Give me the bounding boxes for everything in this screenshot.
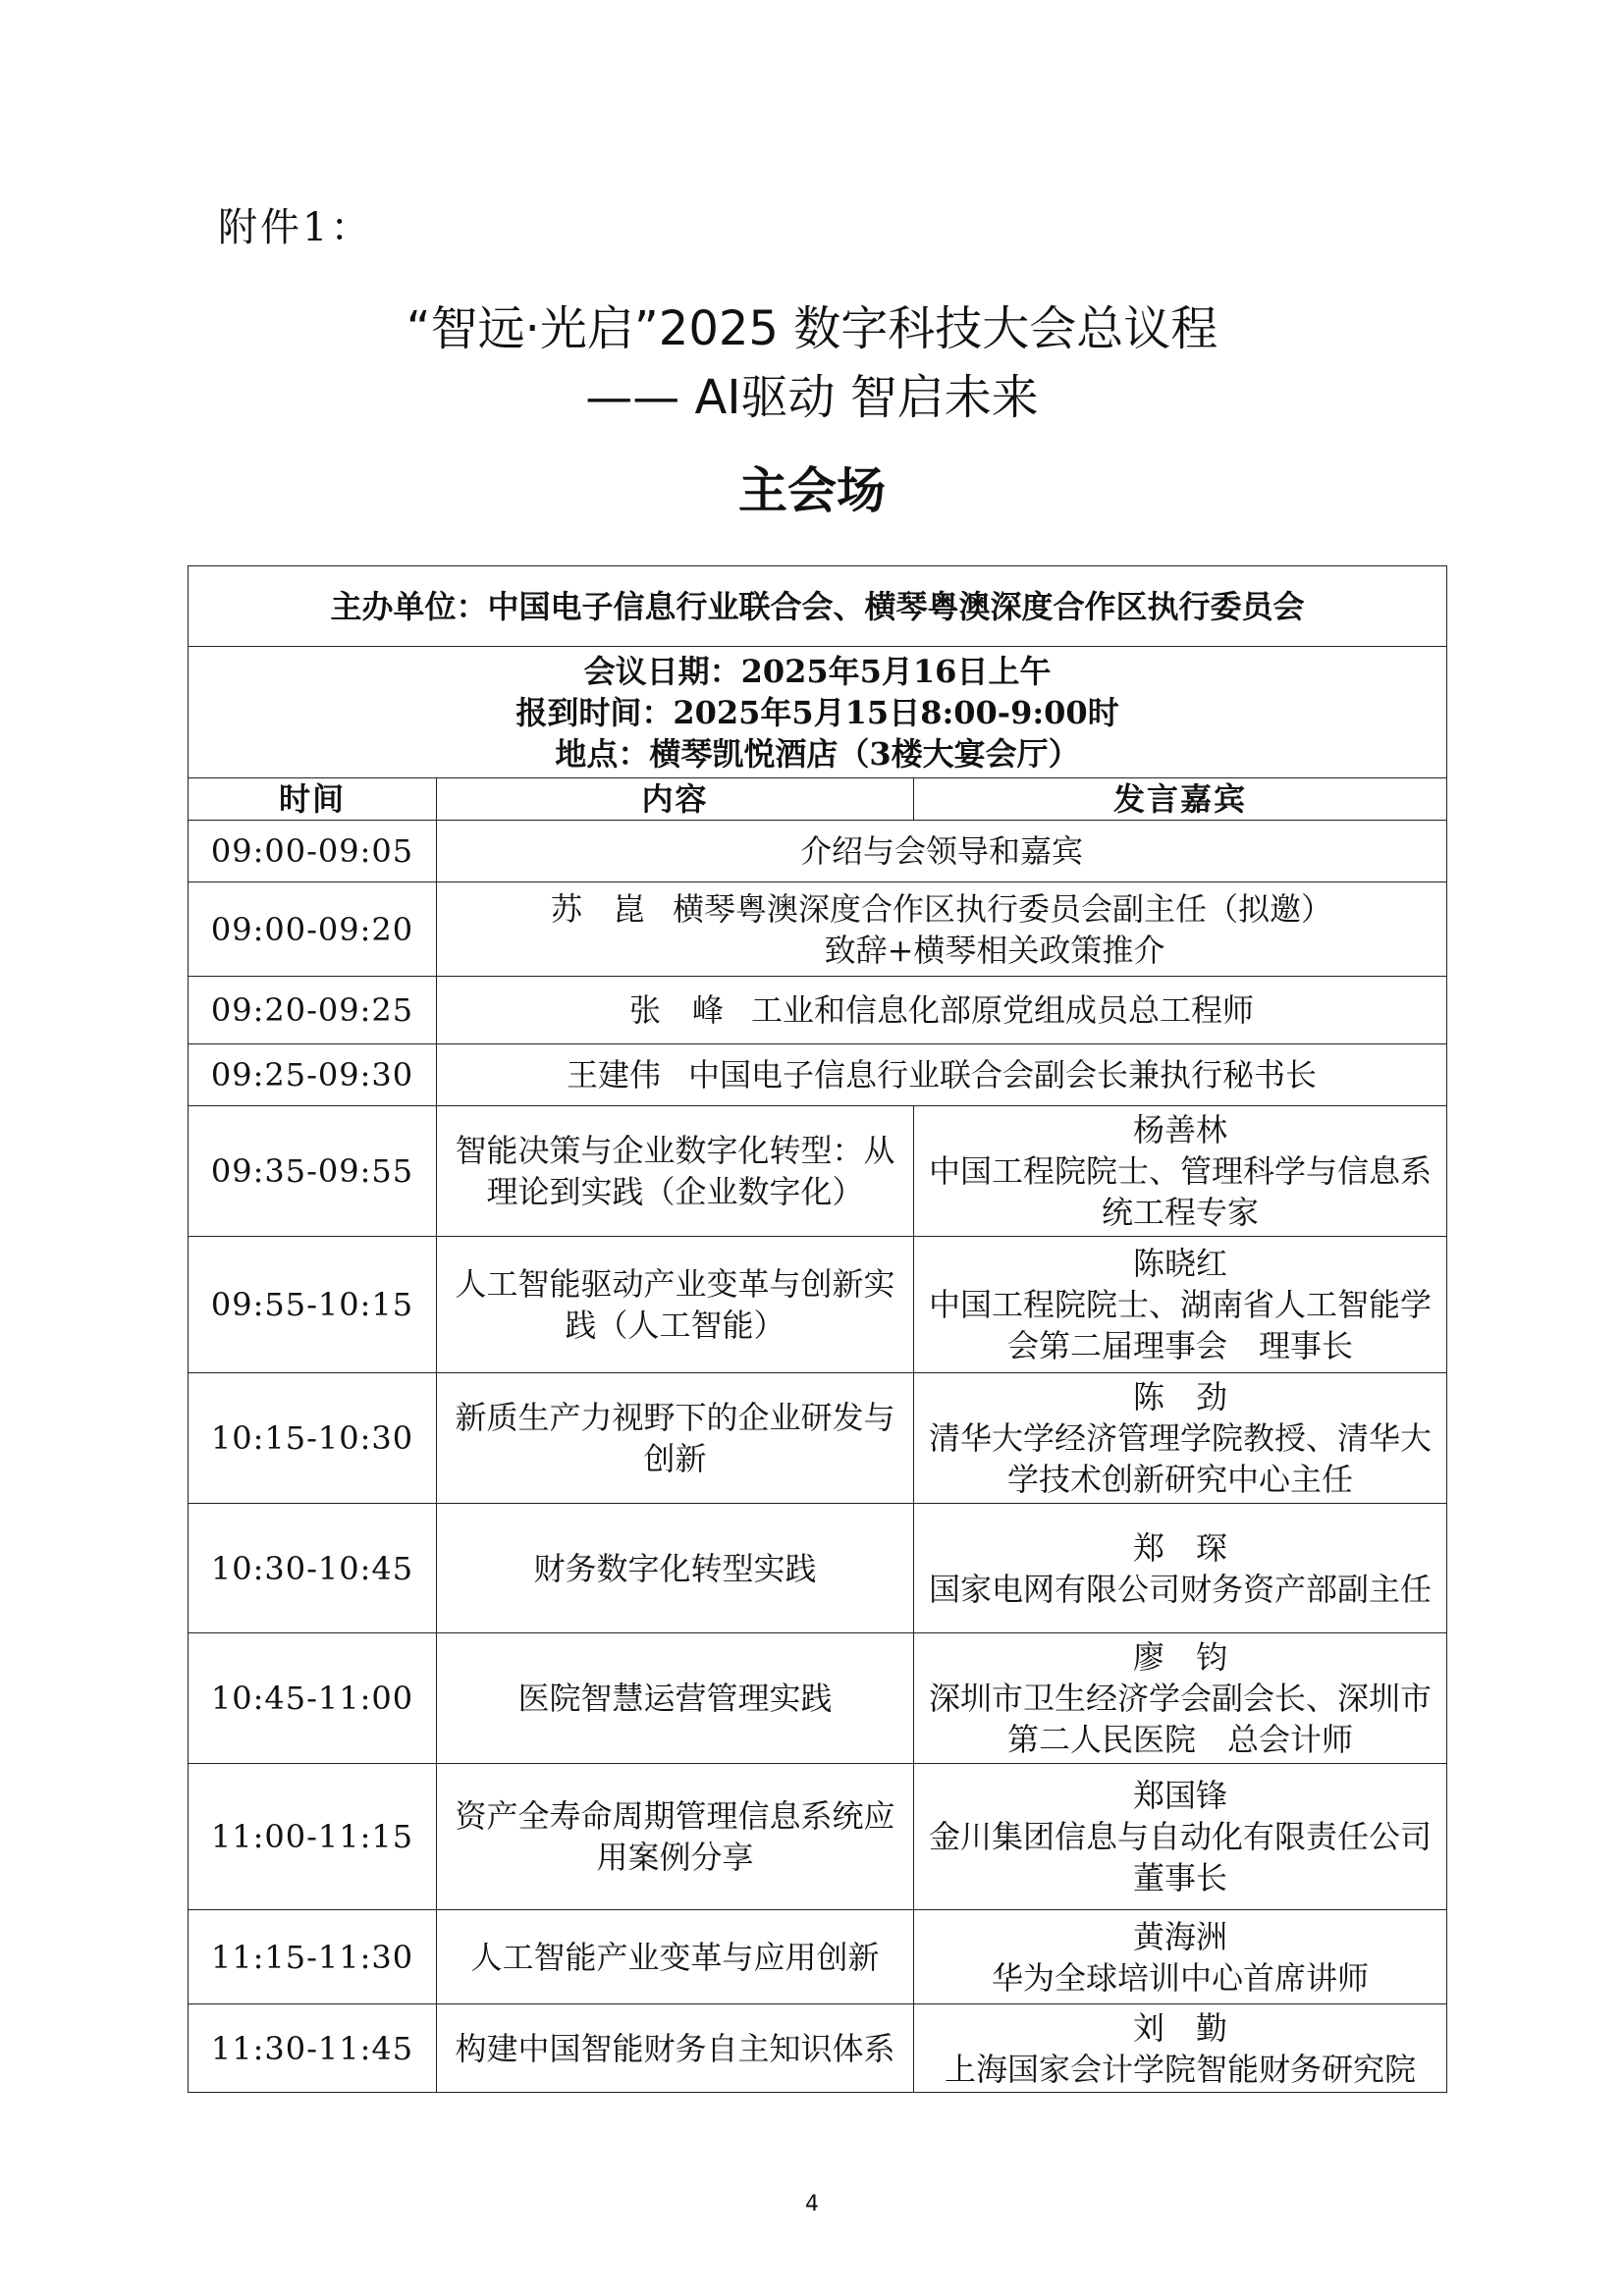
meeting-info-row [189, 647, 1447, 778]
table-row [189, 1044, 1447, 1106]
speaker-cell [914, 1504, 1447, 1633]
speaker-name: 黄海洲 [1133, 1917, 1228, 1955]
speaker-title: 深圳市卫生经济学会副会长、深圳市第二人民医院 总会计师 [929, 1680, 1433, 1758]
speaker-title: 上海国家会计学院智能财务研究院 [945, 2050, 1417, 2088]
content-cell: 资产全寿命周期管理信息系统应用案例分享 [437, 1764, 914, 1910]
checkin-time: 报到时间：2025年5月15日8:00-9:00时 [515, 693, 1119, 731]
speaker-title: 中国电子信息行业联合会副会长兼执行秘书长 [688, 1056, 1318, 1094]
speaker-name: 王建伟 [567, 1056, 662, 1094]
time-cell: 11:30-11:45 [189, 2004, 437, 2093]
time-cell: 11:00-11:15 [189, 1764, 437, 1910]
speaker-title: 工业和信息化部原党组成员总工程师 [751, 991, 1255, 1029]
speaker-title: 中国工程院院士、湖南省人工智能学会第二届理事会 理事长 [929, 1286, 1433, 1364]
time-cell: 09:25-09:30 [189, 1044, 437, 1106]
speaker-name: 郑 琛 [1133, 1528, 1228, 1567]
speaker-cell [914, 1106, 1447, 1237]
speaker-title: 横琴粤澳深度合作区执行委员会副主任（拟邀） [673, 889, 1333, 928]
merged-content-cell [437, 1044, 1447, 1106]
venue-title: 主会场 [738, 462, 886, 519]
organizer-row [189, 566, 1447, 647]
agenda-subtitle: —— AI驱动 智启未来 [585, 370, 1039, 425]
speaker-cell [914, 1910, 1447, 2004]
page-number: 4 [805, 2192, 819, 2216]
speaker-name: 张 峰 [629, 991, 725, 1029]
speaker-title: 金川集团信息与自动化有限责任公司董事长 [929, 1818, 1433, 1896]
merged-content-cell: 介绍与会领导和嘉宾 [437, 821, 1447, 882]
table-row [189, 1910, 1447, 2004]
table-row [189, 1373, 1447, 1504]
table-row [189, 1504, 1447, 1633]
speaker-title: 华为全球培训中心首席讲师 [992, 1958, 1370, 1997]
time-cell: 09:35-09:55 [189, 1106, 437, 1237]
table-row [189, 2004, 1447, 2093]
table-row [189, 1633, 1447, 1764]
speaker-name: 杨善林 [1133, 1111, 1228, 1148]
content-title: 致辞+横琴相关政策推介 [824, 931, 1165, 969]
speaker-cell [914, 1237, 1447, 1373]
time-cell: 09:00-09:20 [189, 882, 437, 977]
content-cell: 人工智能产业变革与应用创新 [437, 1910, 914, 2004]
table-row [189, 821, 1447, 882]
content-cell: 医院智慧运营管理实践 [437, 1633, 914, 1764]
speaker-title: 清华大学经济管理学院教授、清华大学技术创新研究中心主任 [929, 1419, 1433, 1498]
header-row [189, 778, 1447, 821]
content-cell: 新质生产力视野下的企业研发与创新 [437, 1373, 914, 1504]
merged-content-cell [437, 977, 1447, 1044]
table-row [189, 977, 1447, 1044]
organizer-cell: 主办单位：中国电子信息行业联合会、横琴粤澳深度合作区执行委员会 [189, 566, 1447, 647]
speaker-name: 刘 勤 [1133, 2008, 1228, 2047]
speaker-title: 国家电网有限公司财务资产部副主任 [929, 1570, 1433, 1608]
meeting-info-cell [189, 647, 1447, 778]
column-header-content: 内容 [437, 778, 914, 821]
time-cell: 09:20-09:25 [189, 977, 437, 1044]
time-cell: 11:15-11:30 [189, 1910, 437, 2004]
attachment-label: 附件1： [218, 205, 373, 250]
table-row [189, 882, 1447, 977]
time-cell: 10:15-10:30 [189, 1373, 437, 1504]
speaker-name: 郑国锋 [1133, 1777, 1228, 1814]
time-cell: 10:45-11:00 [189, 1633, 437, 1764]
speaker-cell [914, 2004, 1447, 2093]
content-cell: 人工智能驱动产业变革与创新实践（人工智能） [437, 1237, 914, 1373]
time-cell: 10:30-10:45 [189, 1504, 437, 1633]
content-cell: 构建中国智能财务自主知识体系 [437, 2004, 914, 2093]
table-row [189, 1764, 1447, 1910]
speaker-cell [914, 1373, 1447, 1504]
content-cell: 财务数字化转型实践 [437, 1504, 914, 1633]
meeting-date: 会议日期：2025年5月16日上午 [583, 652, 1052, 690]
agenda-title: “智远·光启”2025 数字科技大会总议程 [406, 301, 1218, 356]
speaker-name: 陈 劲 [1133, 1378, 1228, 1415]
merged-content-cell [437, 882, 1447, 977]
speaker-name: 陈晓红 [1133, 1245, 1228, 1282]
column-header-speaker: 发言嘉宾 [914, 778, 1447, 821]
speaker-name: 廖 钧 [1133, 1638, 1228, 1676]
column-header-time: 时间 [189, 778, 437, 821]
speaker-cell [914, 1764, 1447, 1910]
content-cell: 智能决策与企业数字化转型：从理论到实践（企业数字化） [437, 1106, 914, 1237]
speaker-name: 苏 崑 [551, 889, 646, 928]
table-row [189, 1237, 1447, 1373]
time-cell: 09:00-09:05 [189, 821, 437, 882]
speaker-title: 中国工程院院士、管理科学与信息系统工程专家 [929, 1152, 1433, 1231]
table-row [189, 1106, 1447, 1237]
speaker-cell [914, 1633, 1447, 1764]
agenda-table [188, 565, 1447, 2093]
meeting-location: 地点：横琴凯悦酒店（3楼大宴会厅） [555, 734, 1080, 773]
time-cell: 09:55-10:15 [189, 1237, 437, 1373]
